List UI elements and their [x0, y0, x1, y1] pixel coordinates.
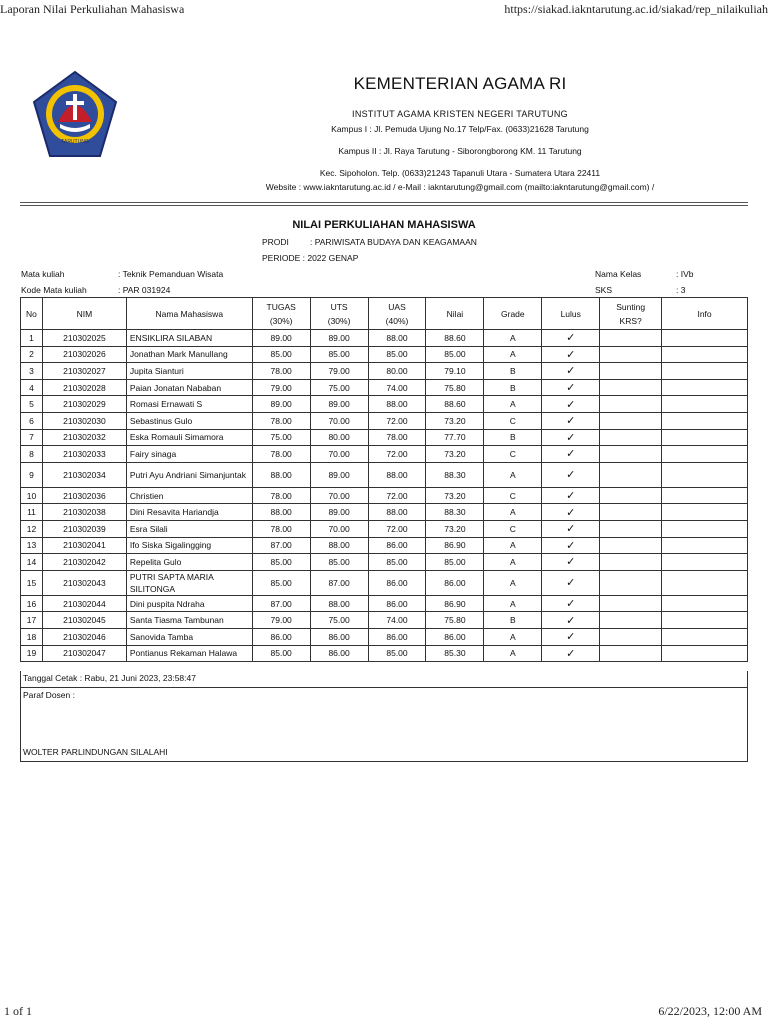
- row-nim: 210302027: [42, 363, 126, 380]
- row-nama: Putri Ayu Andriani Simanjuntak: [126, 462, 252, 487]
- row-uas: 78.00: [368, 429, 426, 446]
- row-lulus-check-icon: ✓: [542, 429, 600, 446]
- table-row: [21, 537, 748, 554]
- row-grade: B: [484, 379, 542, 396]
- row-no: 6: [21, 412, 43, 429]
- row-info: [662, 346, 748, 363]
- row-lulus-check-icon: ✓: [542, 554, 600, 571]
- row-sunting-krs: [600, 446, 662, 463]
- sks-value: : 3: [676, 285, 686, 295]
- row-nim: 210302038: [42, 504, 126, 521]
- row-uas: 86.00: [368, 537, 426, 554]
- table-row: [21, 570, 748, 595]
- row-uts: 86.00: [310, 645, 368, 662]
- row-sunting-krs: [600, 628, 662, 645]
- row-nim: 210302039: [42, 520, 126, 537]
- row-info: [662, 379, 748, 396]
- region-address: Kec. Sipoholon. Telp. (0633)21243 Tapanuli Utara - Sumatera Utara 22411: [319, 168, 601, 178]
- course-code-value: : PAR 031924: [118, 285, 171, 295]
- row-nilai: 73.20: [426, 520, 484, 537]
- row-nilai: 88.60: [426, 330, 484, 347]
- row-nama: Santa Tiasma Tambunan: [126, 612, 252, 629]
- row-nilai: 88.60: [426, 396, 484, 413]
- row-info: [662, 487, 748, 504]
- row-nama: Pontianus Rekaman Halawa: [126, 645, 252, 662]
- table-header-row: [21, 298, 748, 330]
- row-no: 4: [21, 379, 43, 396]
- row-nilai: 85.30: [426, 645, 484, 662]
- col-nim: NIM: [42, 298, 126, 330]
- row-uts: 88.00: [310, 537, 368, 554]
- row-tugas: 87.00: [252, 537, 310, 554]
- print-header: [0, 2, 768, 18]
- signature-label: Paraf Dosen :: [23, 690, 75, 700]
- row-grade: A: [484, 504, 542, 521]
- header-divider-second: [20, 205, 748, 206]
- row-lulus-check-icon: ✓: [542, 330, 600, 347]
- row-nilai: 88.30: [426, 504, 484, 521]
- row-nim: 210302042: [42, 554, 126, 571]
- col-nilai: Nilai: [426, 298, 484, 330]
- row-info: [662, 612, 748, 629]
- row-uts: 70.00: [310, 446, 368, 463]
- row-info: [662, 412, 748, 429]
- row-uas: 74.00: [368, 612, 426, 629]
- row-sunting-krs: [600, 412, 662, 429]
- row-nama: Romasi Ernawati S: [126, 396, 252, 413]
- row-no: 5: [21, 396, 43, 413]
- class-value: : IVb: [676, 269, 694, 279]
- course-label: Mata kuliah: [21, 269, 65, 279]
- row-nilai: 86.90: [426, 537, 484, 554]
- row-uas: 88.00: [368, 330, 426, 347]
- table-row: [21, 446, 748, 463]
- row-sunting-krs: [600, 595, 662, 612]
- row-no: 3: [21, 363, 43, 380]
- row-nilai: 86.00: [426, 628, 484, 645]
- row-lulus-check-icon: ✓: [542, 462, 600, 487]
- row-grade: A: [484, 537, 542, 554]
- row-no: 15: [21, 570, 43, 595]
- row-no: 13: [21, 537, 43, 554]
- row-info: [662, 396, 748, 413]
- row-nim: 210302045: [42, 612, 126, 629]
- grades-table-body: [21, 330, 748, 662]
- row-tugas: 78.00: [252, 446, 310, 463]
- row-info: [662, 570, 748, 595]
- row-no: 19: [21, 645, 43, 662]
- row-uts: 70.00: [310, 412, 368, 429]
- row-nilai: 75.80: [426, 612, 484, 629]
- table-row: [21, 487, 748, 504]
- table-row: [21, 628, 748, 645]
- row-nilai: 85.00: [426, 554, 484, 571]
- row-sunting-krs: [600, 487, 662, 504]
- website-email: Website : www.iakntarutung.ac.id / e-Mail : iakntarutung@gmail.com (mailto:iakntarutung@gmail.com) /: [265, 182, 655, 192]
- row-nim: 210302029: [42, 396, 126, 413]
- print-header-url: https://siakad.iakntarutung.ac.id/siakad/rep_nilaikuliah: [504, 2, 768, 16]
- row-nilai: 73.20: [426, 412, 484, 429]
- row-nim: 210302033: [42, 446, 126, 463]
- row-info: [662, 554, 748, 571]
- row-lulus-check-icon: ✓: [542, 446, 600, 463]
- print-footer: [0, 1004, 768, 1020]
- row-lulus-check-icon: ✓: [542, 504, 600, 521]
- row-nilai: 73.20: [426, 446, 484, 463]
- row-uts: 70.00: [310, 487, 368, 504]
- row-no: 11: [21, 504, 43, 521]
- grades-table: [20, 297, 748, 662]
- row-tugas: 78.00: [252, 520, 310, 537]
- row-info: [662, 446, 748, 463]
- table-row: [21, 363, 748, 380]
- row-grade: C: [484, 520, 542, 537]
- document-title: NILAI PERKULIAHAN MAHASISWA: [292, 219, 476, 231]
- row-lulus-check-icon: ✓: [542, 487, 600, 504]
- table-row: [21, 612, 748, 629]
- row-tugas: 78.00: [252, 412, 310, 429]
- row-tugas: 88.00: [252, 504, 310, 521]
- col-sunting-krs: Sunting KRS?: [600, 298, 662, 330]
- row-lulus-check-icon: ✓: [542, 537, 600, 554]
- table-row: [21, 520, 748, 537]
- row-uas: 72.00: [368, 412, 426, 429]
- row-grade: C: [484, 412, 542, 429]
- row-grade: B: [484, 363, 542, 380]
- col-tugas: TUGAS (30%): [252, 298, 310, 330]
- row-grade: A: [484, 554, 542, 571]
- row-uts: 70.00: [310, 520, 368, 537]
- row-lulus-check-icon: ✓: [542, 520, 600, 537]
- row-uts: 79.00: [310, 363, 368, 380]
- institution-name: INSTITUT AGAMA KRISTEN NEGERI TARUTUNG: [352, 109, 568, 119]
- sks-label: SKS: [595, 285, 613, 295]
- row-grade: A: [484, 396, 542, 413]
- row-uas: 72.00: [368, 520, 426, 537]
- row-tugas: 85.00: [252, 645, 310, 662]
- row-tugas: 79.00: [252, 612, 310, 629]
- row-tugas: 85.00: [252, 570, 310, 595]
- col-no: No: [21, 298, 43, 330]
- row-uts: 89.00: [310, 462, 368, 487]
- row-info: [662, 462, 748, 487]
- row-no: 18: [21, 628, 43, 645]
- row-sunting-krs: [600, 612, 662, 629]
- row-no: 7: [21, 429, 43, 446]
- row-tugas: 78.00: [252, 363, 310, 380]
- row-no: 17: [21, 612, 43, 629]
- row-sunting-krs: [600, 570, 662, 595]
- row-uas: 72.00: [368, 446, 426, 463]
- row-uts: 80.00: [310, 429, 368, 446]
- row-uts: 86.00: [310, 628, 368, 645]
- row-uas: 85.00: [368, 346, 426, 363]
- row-grade: A: [484, 462, 542, 487]
- row-nilai: 86.00: [426, 570, 484, 595]
- row-sunting-krs: [600, 554, 662, 571]
- row-sunting-krs: [600, 346, 662, 363]
- row-nilai: 75.80: [426, 379, 484, 396]
- col-lulus: Lulus: [542, 298, 600, 330]
- row-tugas: 86.00: [252, 628, 310, 645]
- row-uts: 89.00: [310, 504, 368, 521]
- row-no: 16: [21, 595, 43, 612]
- row-info: [662, 363, 748, 380]
- row-uas: 86.00: [368, 570, 426, 595]
- row-no: 2: [21, 346, 43, 363]
- row-tugas: 85.00: [252, 346, 310, 363]
- row-nilai: 85.00: [426, 346, 484, 363]
- row-sunting-krs: [600, 429, 662, 446]
- row-nim: 210302025: [42, 330, 126, 347]
- row-grade: A: [484, 628, 542, 645]
- row-tugas: 87.00: [252, 595, 310, 612]
- row-grade: A: [484, 570, 542, 595]
- row-info: [662, 504, 748, 521]
- table-row: [21, 504, 748, 521]
- row-uts: 75.00: [310, 379, 368, 396]
- prodi-label: PRODI: [262, 237, 289, 247]
- row-lulus-check-icon: ✓: [542, 346, 600, 363]
- row-uas: 88.00: [368, 504, 426, 521]
- signature-box: [20, 688, 748, 762]
- row-nim: 210302046: [42, 628, 126, 645]
- table-row: [21, 396, 748, 413]
- ministry-title: KEMENTERIAN AGAMA RI: [353, 74, 567, 93]
- row-tugas: 89.00: [252, 330, 310, 347]
- campus-one-address: Kampus I : Jl. Pemuda Ujung No.17 Telp/Fax. (0633)21628 Tarutung: [331, 124, 589, 134]
- table-row: [21, 554, 748, 571]
- row-uas: 85.00: [368, 645, 426, 662]
- col-grade: Grade: [484, 298, 542, 330]
- row-tugas: 88.00: [252, 462, 310, 487]
- lecturer-name: WOLTER PARLINDUNGAN SILALAHI: [23, 747, 168, 757]
- row-info: [662, 330, 748, 347]
- row-nim: 210302026: [42, 346, 126, 363]
- row-tugas: 85.00: [252, 554, 310, 571]
- col-uas: UAS (40%): [368, 298, 426, 330]
- row-nama: Repelita Gulo: [126, 554, 252, 571]
- row-nama: Jupita Sianturi: [126, 363, 252, 380]
- row-nilai: 73.20: [426, 487, 484, 504]
- row-nilai: 79.10: [426, 363, 484, 380]
- row-uas: 85.00: [368, 554, 426, 571]
- row-nama: Paian Jonatan Nababan: [126, 379, 252, 396]
- col-info: Info: [662, 298, 748, 330]
- row-nama: ENSIKLIRA SILABAN: [126, 330, 252, 347]
- row-info: [662, 429, 748, 446]
- row-grade: A: [484, 330, 542, 347]
- row-lulus-check-icon: ✓: [542, 396, 600, 413]
- row-no: 14: [21, 554, 43, 571]
- row-no: 1: [21, 330, 43, 347]
- row-uas: 74.00: [368, 379, 426, 396]
- row-uts: 87.00: [310, 570, 368, 595]
- row-tugas: 78.00: [252, 487, 310, 504]
- table-row: [21, 462, 748, 487]
- row-grade: C: [484, 487, 542, 504]
- row-nim: 210302034: [42, 462, 126, 487]
- row-info: [662, 537, 748, 554]
- row-info: [662, 595, 748, 612]
- row-lulus-check-icon: ✓: [542, 612, 600, 629]
- row-grade: A: [484, 595, 542, 612]
- row-no: 12: [21, 520, 43, 537]
- periode: PERIODE : 2022 GENAP: [262, 253, 359, 263]
- row-nama: Dini Resavita Hariandja: [126, 504, 252, 521]
- page-number: 1 of 1: [4, 1004, 32, 1018]
- row-sunting-krs: [600, 520, 662, 537]
- row-nim: 210302041: [42, 537, 126, 554]
- course-code-label: Kode Mata kuliah: [21, 285, 87, 295]
- row-lulus-check-icon: ✓: [542, 595, 600, 612]
- header-divider: [20, 202, 748, 203]
- row-sunting-krs: [600, 396, 662, 413]
- row-uts: 89.00: [310, 396, 368, 413]
- row-uas: 88.00: [368, 396, 426, 413]
- table-row: [21, 412, 748, 429]
- row-nama: Sebastinus Gulo: [126, 412, 252, 429]
- row-nama: Sanovida Tamba: [126, 628, 252, 645]
- row-no: 10: [21, 487, 43, 504]
- row-sunting-krs: [600, 462, 662, 487]
- row-uts: 85.00: [310, 554, 368, 571]
- row-lulus-check-icon: ✓: [542, 628, 600, 645]
- row-grade: A: [484, 645, 542, 662]
- table-row: [21, 645, 748, 662]
- row-nilai: 86.90: [426, 595, 484, 612]
- row-tugas: 79.00: [252, 379, 310, 396]
- row-lulus-check-icon: ✓: [542, 412, 600, 429]
- table-row: [21, 595, 748, 612]
- row-info: [662, 645, 748, 662]
- print-datetime: 6/22/2023, 12:00 AM: [658, 1004, 762, 1018]
- row-uas: 80.00: [368, 363, 426, 380]
- row-nim: 210302047: [42, 645, 126, 662]
- row-nim: 210302043: [42, 570, 126, 595]
- row-nim: 210302028: [42, 379, 126, 396]
- row-tugas: 75.00: [252, 429, 310, 446]
- row-nama: Ifo Siska Sigalingging: [126, 537, 252, 554]
- row-sunting-krs: [600, 645, 662, 662]
- row-nim: 210302032: [42, 429, 126, 446]
- course-value: : Teknik Pemanduan Wisata: [118, 269, 224, 279]
- table-row: [21, 346, 748, 363]
- row-nama: PUTRI SAPTA MARIA SILITONGA: [126, 570, 252, 595]
- row-grade: C: [484, 446, 542, 463]
- row-nilai: 88.30: [426, 462, 484, 487]
- row-lulus-check-icon: ✓: [542, 645, 600, 662]
- row-nama: Dini puspita Ndraha: [126, 595, 252, 612]
- row-sunting-krs: [600, 379, 662, 396]
- row-uts: 85.00: [310, 346, 368, 363]
- row-sunting-krs: [600, 330, 662, 347]
- row-nama: Eska Romauli Simamora: [126, 429, 252, 446]
- table-row: [21, 379, 748, 396]
- row-lulus-check-icon: ✓: [542, 379, 600, 396]
- row-nim: 210302036: [42, 487, 126, 504]
- row-info: [662, 628, 748, 645]
- class-label: Nama Kelas: [595, 269, 642, 279]
- row-nama: Christien: [126, 487, 252, 504]
- col-nama: Nama Mahasiswa: [126, 298, 252, 330]
- row-lulus-check-icon: ✓: [542, 570, 600, 595]
- campus-two-address: Kampus II : Jl. Raya Tarutung - Siborongborong KM. 11 Tarutung: [338, 146, 582, 156]
- institution-logo: [32, 70, 118, 158]
- table-row: [21, 429, 748, 446]
- row-nama: Esra Silali: [126, 520, 252, 537]
- row-no: 9: [21, 462, 43, 487]
- row-info: [662, 520, 748, 537]
- col-uts: UTS (30%): [310, 298, 368, 330]
- row-grade: A: [484, 346, 542, 363]
- row-grade: B: [484, 612, 542, 629]
- row-nilai: 77.70: [426, 429, 484, 446]
- print-date: Tanggal Cetak : Rabu, 21 Juni 2023, 23:58:47: [20, 671, 748, 688]
- row-uts: 88.00: [310, 595, 368, 612]
- prodi-value: : PARIWISATA BUDAYA DAN KEAGAMAAN: [310, 237, 477, 247]
- row-no: 8: [21, 446, 43, 463]
- row-sunting-krs: [600, 363, 662, 380]
- row-uts: 75.00: [310, 612, 368, 629]
- row-sunting-krs: [600, 537, 662, 554]
- row-sunting-krs: [600, 504, 662, 521]
- row-nim: 210302044: [42, 595, 126, 612]
- row-uas: 86.00: [368, 628, 426, 645]
- logo-bottom-text: TARUTUNG: [61, 139, 89, 145]
- row-uas: 86.00: [368, 595, 426, 612]
- row-lulus-check-icon: ✓: [542, 363, 600, 380]
- row-uts: 89.00: [310, 330, 368, 347]
- row-nama: Fairy sinaga: [126, 446, 252, 463]
- row-grade: B: [484, 429, 542, 446]
- row-tugas: 89.00: [252, 396, 310, 413]
- row-nim: 210302030: [42, 412, 126, 429]
- row-uas: 72.00: [368, 487, 426, 504]
- row-nama: Jonathan Mark Manullang: [126, 346, 252, 363]
- table-row: [21, 330, 748, 347]
- print-header-title: Laporan Nilai Perkuliahan Mahasiswa: [0, 2, 185, 16]
- row-uas: 88.00: [368, 462, 426, 487]
